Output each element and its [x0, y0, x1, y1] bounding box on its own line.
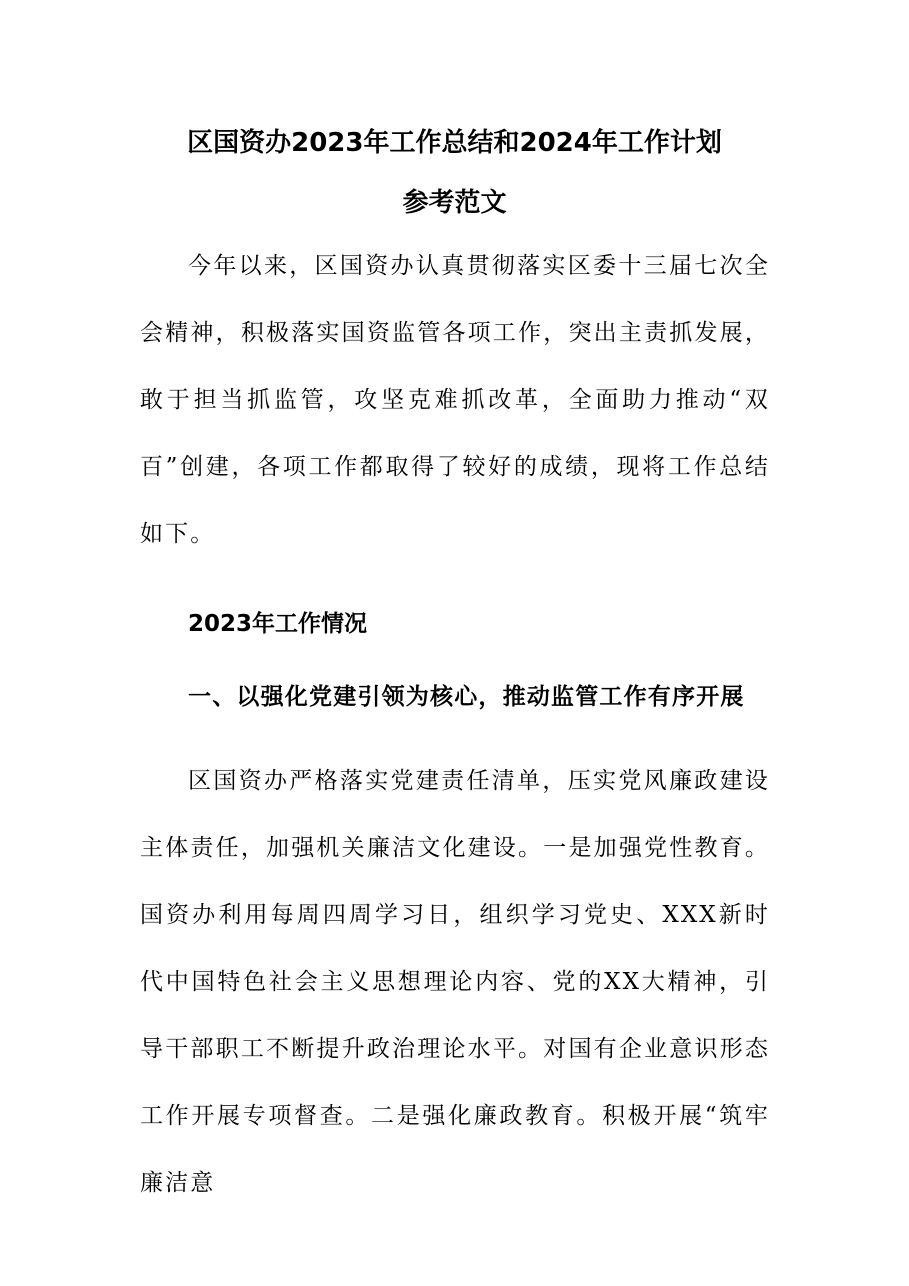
document-subtitle: 参考范文 — [402, 188, 507, 218]
document-title: 区国资办2023年工作总结和2024年工作计划 — [187, 128, 722, 158]
subsection-heading: 一、以强化党建引领为核心，推动监管工作有序开展 — [188, 684, 745, 710]
intro-paragraph: 今年以来，区国资办认真贯彻落实区委十三届七次全会精神，积极落实国资监管各项工作，突出主责抓发展，敢于担当抓监管，攻坚克难抓改革，全面助力推动“双百”创建，各项工作都取得了较好的成绩，现将工作总结如下。 — [140, 253, 770, 547]
section-heading: 2023年工作情况 — [188, 611, 368, 637]
body-paragraph: 区国资办严格落实党建责任清单，压实党风廉政建设主体责任，加强机关廉洁文化建设。一是加强党性教育。国资办利用每周四周学习日，组织学习党史、XXX新时代中国特色社会主义思想理论内容、党的XX大精神，引导干部职工不断提升政治理论水平。对国有企业意识形态工作开展专项督查。二是强化廉政教育。积极开展“筑牢廉洁意 — [140, 768, 770, 1196]
